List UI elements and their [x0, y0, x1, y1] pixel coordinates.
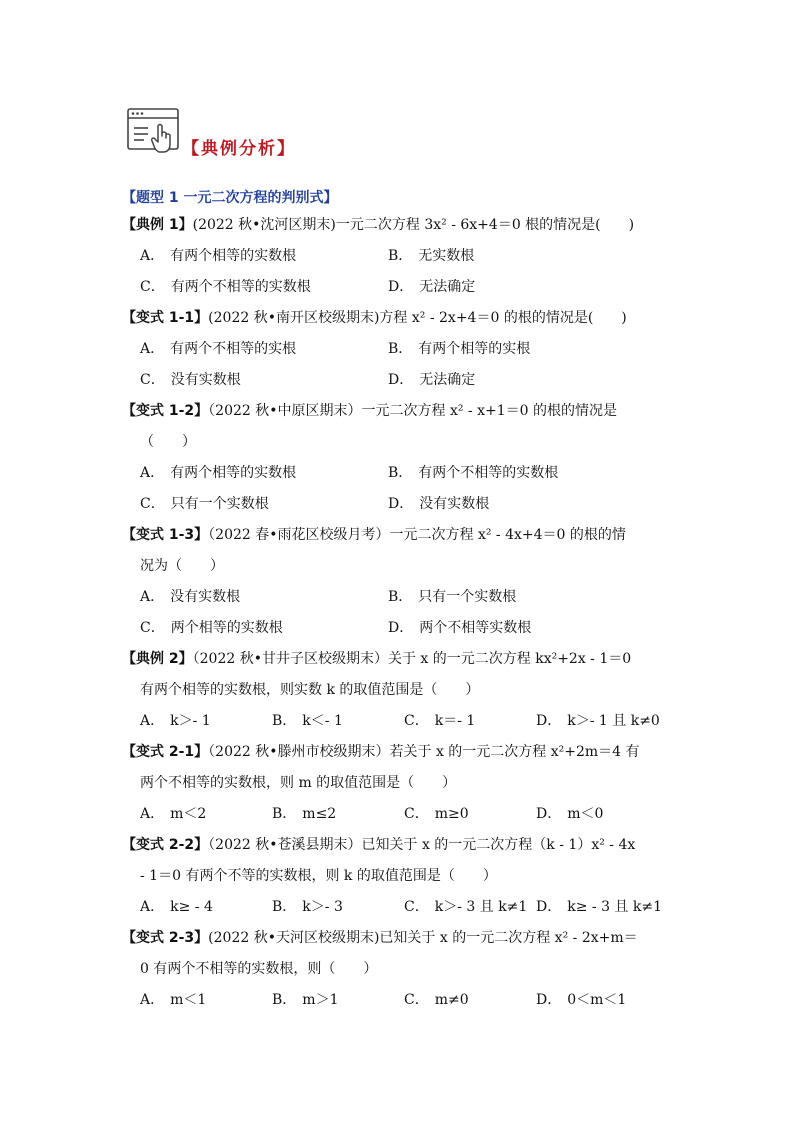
option-letter: C． [140, 620, 165, 636]
option-text: 只有一个实数根 [170, 496, 269, 512]
question-text: （ ） [140, 434, 196, 450]
answer-option-d[interactable] [388, 613, 636, 644]
option-letter: D． [536, 806, 562, 822]
option-text: 只有一个实数根 [418, 589, 517, 605]
question-stem-line [122, 520, 682, 551]
option-row [140, 241, 682, 272]
option-row [140, 613, 682, 644]
option-row [140, 582, 682, 613]
option-letter: B． [388, 248, 413, 264]
option-text: 有两个不相等的实根 [170, 341, 297, 357]
question-text: （2022 秋•苍溪县期末）已知关于 x 的一元二次方程（k - 1）x² - 4x [208, 837, 636, 853]
question-text: 0 有两个不相等的实数根，则（ ） [140, 961, 378, 977]
option-text: 0＜m＜1 [567, 992, 627, 1008]
answer-option-b[interactable] [272, 985, 404, 1016]
topic-title: 【题型 1 一元二次方程的判别式】 [122, 190, 338, 206]
option-letter: D． [388, 372, 414, 388]
answer-option-d[interactable] [536, 985, 676, 1016]
question-label: 【典例 1】 [122, 217, 193, 233]
monitor-hand-icon [126, 106, 182, 156]
answer-option-a[interactable] [140, 799, 272, 830]
option-row [140, 489, 682, 520]
question-label: 【变式 1-2】 [122, 403, 209, 419]
option-letter: A． [140, 248, 165, 264]
answer-option-b[interactable] [388, 458, 636, 489]
option-text: 无法确定 [419, 279, 476, 295]
option-letter: A． [140, 992, 165, 1008]
option-letter: D． [536, 992, 562, 1008]
option-letter: A． [140, 341, 165, 357]
option-text: k＞- 3 [302, 899, 343, 915]
answer-options [122, 334, 682, 396]
answer-option-c[interactable] [140, 365, 388, 396]
option-letter: C． [404, 899, 429, 915]
option-letter: D． [536, 899, 562, 915]
question-label: 【变式 2-3】 [122, 930, 209, 946]
answer-option-b[interactable] [388, 241, 636, 272]
option-row [140, 272, 682, 303]
option-letter: D． [388, 620, 414, 636]
answer-option-b[interactable] [388, 582, 636, 613]
question-text: （2022 秋•滕州市校级期末）若关于 x 的一元二次方程 x²+2m＝4 有 [208, 744, 640, 760]
answer-option-a[interactable] [140, 582, 388, 613]
option-text: 有两个相等的实数根 [170, 465, 297, 481]
answer-option-a[interactable] [140, 706, 272, 737]
option-letter: D． [388, 496, 414, 512]
option-text: 没有实数根 [419, 496, 490, 512]
question-block [122, 303, 682, 396]
option-text: m≥0 [434, 806, 469, 822]
answer-option-c[interactable] [140, 489, 388, 520]
option-text: 有两个相等的实数根 [170, 248, 297, 264]
option-text: k＞- 3 且 k≠1 [434, 899, 528, 915]
answer-options [122, 458, 682, 520]
option-text: 有两个不相等的实数根 [418, 465, 559, 481]
question-text: - 1＝0 有两个不等的实数根，则 k 的取值范围是（ ） [140, 868, 497, 884]
question-block [122, 830, 682, 923]
answer-option-a[interactable] [140, 334, 388, 365]
question-stem-continuation [122, 675, 682, 706]
option-text: m＜1 [170, 992, 207, 1008]
question-stem-line [122, 830, 682, 861]
option-letter: C． [140, 279, 165, 295]
option-letter: B． [272, 713, 297, 729]
question-stem-line [122, 210, 682, 241]
option-text: m＞1 [302, 992, 339, 1008]
answer-options [122, 799, 682, 830]
option-text: m＜0 [567, 806, 604, 822]
question-stem-line [122, 303, 682, 334]
question-text: 两个不相等的实数根，则 m 的取值范围是（ ） [140, 775, 457, 791]
question-stem-continuation [122, 551, 682, 582]
answer-option-a[interactable] [140, 241, 388, 272]
option-text: 有两个相等的实根 [418, 341, 531, 357]
question-stem-continuation [122, 427, 682, 458]
option-row [140, 799, 682, 830]
answer-options [122, 706, 682, 737]
question-text: 有两个相等的实数根，则实数 k 的取值范围是（ ） [140, 682, 480, 698]
option-text: 没有实数根 [170, 589, 241, 605]
answer-option-c[interactable] [404, 892, 536, 923]
question-label: 【典例 2】 [122, 651, 193, 667]
option-text: 两个不相等实数根 [419, 620, 532, 636]
option-text: m≠0 [434, 992, 469, 1008]
option-text: k＞- 1 且 k≠0 [567, 713, 660, 729]
option-letter: D． [388, 279, 414, 295]
option-letter: C． [404, 713, 429, 729]
option-letter: A． [140, 806, 165, 822]
answer-option-a[interactable] [140, 892, 272, 923]
answer-option-c[interactable] [404, 985, 536, 1016]
question-label: 【变式 2-2】 [122, 837, 209, 853]
option-text: k≥ - 3 且 k≠1 [567, 899, 663, 915]
answer-option-d[interactable] [388, 365, 636, 396]
answer-option-d[interactable] [388, 489, 636, 520]
question-label: 【变式 1-1】 [122, 310, 209, 326]
option-letter: A． [140, 899, 165, 915]
option-letter: C． [404, 992, 429, 1008]
option-text: m≤2 [302, 806, 337, 822]
question-stem-line [122, 644, 682, 675]
option-letter: A． [140, 589, 165, 605]
option-letter: B． [388, 341, 413, 357]
question-block [122, 396, 682, 520]
answer-option-c[interactable] [404, 706, 536, 737]
question-stem-continuation [122, 954, 682, 985]
question-label: 【变式 1-3】 [122, 527, 209, 543]
option-text: 无法确定 [419, 372, 476, 388]
option-row [140, 334, 682, 365]
question-text: （2022 秋•甘井子区校级期末）关于 x 的一元二次方程 kx²+2x - 1＝0 [192, 651, 632, 667]
question-block [122, 210, 682, 303]
option-row [140, 985, 682, 1016]
option-text: k＝- 1 [434, 713, 476, 729]
option-letter: C． [140, 372, 165, 388]
question-stem-continuation [122, 861, 682, 892]
option-letter: D． [536, 713, 562, 729]
question-text: (2022 秋•沈河区期末)一元二次方程 3x² - 6x+4＝0 根的情况是( ) [192, 217, 635, 233]
question-list [122, 186, 682, 1016]
option-letter: A． [140, 713, 165, 729]
option-text: 无实数根 [418, 248, 475, 264]
question-text: (2022 秋•天河区校级期末)已知关于 x 的一元二次方程 x² - 2x+m＝ [208, 930, 638, 946]
option-row [140, 365, 682, 396]
answer-option-a[interactable] [140, 985, 272, 1016]
option-letter: C． [404, 806, 429, 822]
question-block [122, 520, 682, 644]
answer-options [122, 892, 682, 923]
answer-option-d[interactable] [536, 892, 676, 923]
question-text: （2022 春•雨花区校级月考）一元二次方程 x² - 4x+4＝0 的根的情 [208, 527, 626, 543]
answer-option-d[interactable] [536, 706, 676, 737]
option-letter: B． [272, 992, 297, 1008]
option-text: 两个相等的实数根 [170, 620, 283, 636]
option-letter: C． [140, 496, 165, 512]
answer-option-c[interactable] [140, 272, 388, 303]
questions-container [122, 210, 682, 1016]
question-text: 况为（ ） [140, 558, 224, 574]
answer-option-b[interactable] [272, 892, 404, 923]
option-letter: A． [140, 465, 165, 481]
question-stem-line [122, 396, 682, 427]
answer-option-d[interactable] [388, 272, 636, 303]
answer-option-b[interactable] [272, 706, 404, 737]
option-letter: B． [388, 589, 413, 605]
answer-options [122, 985, 682, 1016]
answer-options [122, 241, 682, 303]
answer-option-c[interactable] [404, 799, 536, 830]
option-text: 没有实数根 [170, 372, 241, 388]
question-label: 【变式 2-1】 [122, 744, 209, 760]
answer-option-d[interactable] [536, 799, 676, 830]
question-text: （2022 秋•中原区期末）一元二次方程 x² - x+1＝0 的根的情况是 [208, 403, 617, 419]
answer-option-b[interactable] [272, 799, 404, 830]
option-letter: B． [272, 899, 297, 915]
answer-option-b[interactable] [388, 334, 636, 365]
option-text: k≥ - 4 [170, 899, 213, 915]
option-text: m＜2 [170, 806, 207, 822]
question-stem-continuation [122, 768, 682, 799]
option-text: 有两个不相等的实数根 [170, 279, 311, 295]
question-block [122, 644, 682, 737]
answer-option-c[interactable] [140, 613, 388, 644]
answer-option-a[interactable] [140, 458, 388, 489]
question-text: (2022 秋•南开区校级期末)方程 x² - 2x+4＝0 的根的情况是( ) [208, 310, 627, 326]
option-row [140, 706, 682, 737]
option-text: k＜- 1 [302, 713, 343, 729]
question-stem-line [122, 737, 682, 768]
section-header-title: 【典例分析】 [182, 139, 296, 159]
question-block [122, 923, 682, 1016]
answer-options [122, 582, 682, 644]
option-letter: B． [388, 465, 413, 481]
option-row [140, 458, 682, 489]
option-text: k＞- 1 [170, 713, 211, 729]
option-row [140, 892, 682, 923]
question-block [122, 737, 682, 830]
option-letter: B． [272, 806, 297, 822]
question-stem-line [122, 923, 682, 954]
